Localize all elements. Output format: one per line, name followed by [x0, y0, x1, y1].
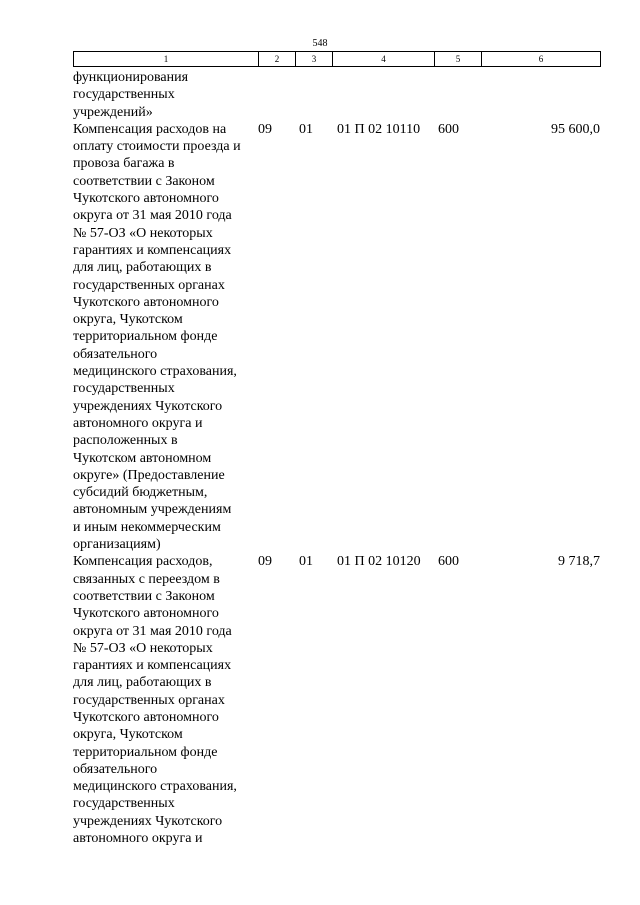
table-body — [73, 69, 600, 847]
row-amount: 95 600,0 — [551, 121, 600, 137]
row-subsection-code: 01 — [299, 554, 313, 570]
row-amount: 9 718,7 — [558, 554, 600, 570]
row-target-article: 01 П 02 10120 — [337, 554, 421, 570]
row-name: функционирования государственных учреждений» — [73, 70, 189, 120]
row-section-code: 09 — [258, 121, 272, 137]
column-header-4: 4 — [333, 52, 435, 67]
column-header-6: 6 — [482, 52, 601, 67]
table-row — [73, 121, 600, 553]
table-row — [73, 553, 600, 847]
row-expense-type: 600 — [438, 121, 459, 137]
column-header-1: 1 — [74, 52, 259, 67]
row-section-code: 09 — [258, 554, 272, 570]
page-number: 548 — [312, 38, 328, 49]
column-header-3: 3 — [296, 52, 333, 67]
row-subsection-code: 01 — [299, 121, 313, 137]
column-header-table — [73, 51, 601, 67]
row-name: Компенсация расходов, связанных с переездом в соответствии с Законом Чукотского автономного округа от 31 мая 2010 года № 57-ОЗ «О некоторых гарантиях и компенсациях для лиц, работающих в государственных органах Чукотского автономного округа, Чукотском территориальном фонде обязательного медицинского страхования, государственных учреждениях Чукотского автономного округа и — [73, 554, 237, 847]
row-name: Компенсация расходов на оплату стоимости проезда и провоза багажа в соответствии с Законом Чукотского автономного округа от 31 мая 2010 года № 57-ОЗ «О некоторых гарантиях и компенсациях для лиц, работающих в государственных органах Чукотского автономного округа, Чукотском территориальном фонде обязательного медицинского страхования, государственных учреждениях Чукотского автономного округа и расположенных в Чукотском автономном округе» (Предоставление субсидий бюджетным, автономным учреждениям и иным некоммерческим организациям) — [73, 121, 241, 553]
table-row — [73, 69, 600, 121]
row-target-article: 01 П 02 10110 — [337, 121, 421, 137]
column-header-2: 2 — [259, 52, 296, 67]
row-expense-type: 600 — [438, 554, 459, 570]
column-header-5: 5 — [435, 52, 482, 67]
column-header-row — [74, 52, 601, 67]
